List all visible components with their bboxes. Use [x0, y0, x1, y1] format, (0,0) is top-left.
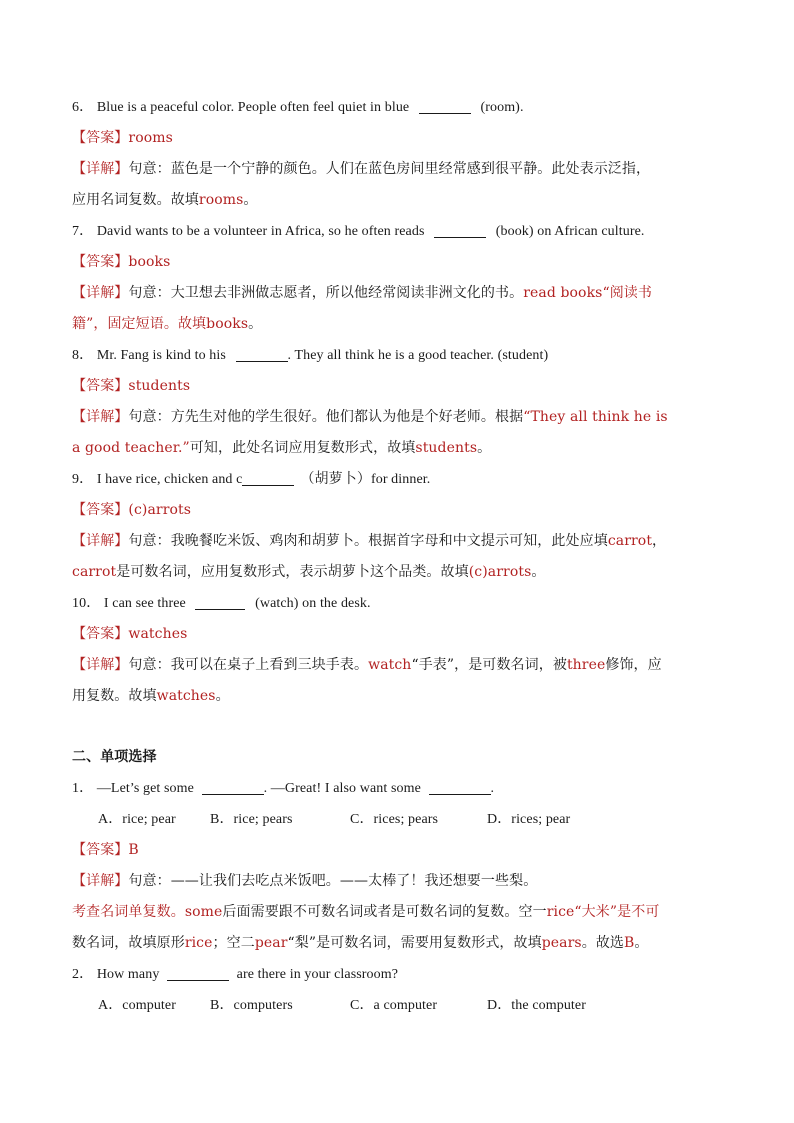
- explanation-7-cont: [72, 309, 732, 340]
- mc-question-1: [72, 773, 732, 804]
- mc-explanation-1: [72, 866, 732, 897]
- explanation-text: 后面需要跟不可数名词或者是可数名词的复数。空一: [222, 904, 547, 920]
- question-6: [72, 92, 732, 123]
- explanation-keyword: pears: [541, 935, 582, 951]
- explanation-10: [72, 650, 732, 681]
- question-text: How many: [96, 967, 160, 982]
- explanation-text: 。: [634, 935, 649, 951]
- explanation-keyword: watch: [368, 657, 412, 673]
- explanation-text: 句意：大卫想去非洲做志愿者，所以他经常阅读非洲文化的书。: [128, 285, 524, 301]
- explanation-text: 句意：方先生对他的学生很好。他们都认为他是个好老师。根据: [128, 409, 524, 425]
- explanation-text: 籍”，固定短语。故填: [72, 316, 207, 332]
- answer-value: students: [128, 378, 191, 394]
- explanation-7: [72, 278, 732, 309]
- answer-blank: [434, 223, 486, 238]
- explanation-keyword: B: [624, 935, 635, 951]
- explanation-text: 可知，此处名词应用复数形式，故填: [189, 440, 416, 456]
- explanation-9: [72, 526, 732, 557]
- explanation-keyword: three: [566, 657, 606, 673]
- option-a[interactable]: A．rice; pear: [98, 812, 176, 827]
- answer-value: B: [128, 842, 139, 858]
- explanation-8: [72, 402, 732, 433]
- question-number: 7．: [72, 224, 94, 239]
- mc-options-2: [72, 990, 732, 1021]
- explanation-9-cont: [72, 557, 732, 588]
- option-b[interactable]: B．computers: [210, 998, 293, 1013]
- answer-label: 【答案】: [72, 842, 129, 858]
- question-hint: (watch) on the desk.: [255, 596, 371, 611]
- explanation-8-cont: [72, 433, 732, 464]
- answer-7: [72, 247, 732, 278]
- explanation-6-cont: [72, 185, 732, 216]
- question-number: 1．: [72, 781, 94, 796]
- answer-10: [72, 619, 732, 650]
- explanation-text: 。: [477, 440, 492, 456]
- answer-6: [72, 123, 732, 154]
- question-number: 6．: [72, 100, 94, 115]
- question-text: I have rice, chicken and c: [96, 472, 243, 487]
- explanation-keyword: rice: [184, 935, 213, 951]
- explanation-text: “手表”，是可数名词，被: [411, 657, 567, 673]
- explanation-keyword: “阅读书: [602, 285, 653, 301]
- question-text: I can see three: [103, 596, 186, 611]
- explanation-text: 应用名词复数。故填: [72, 192, 199, 208]
- explanation-label: 【详解】: [72, 285, 129, 301]
- question-text: Blue is a peaceful color. People often feel quiet in blue: [96, 100, 410, 115]
- explanation-text: 句意：我晚餐吃米饭、鸡肉和胡萝卜。根据首字母和中文提示可知，此处应填: [128, 533, 608, 549]
- question-number: 10．: [72, 596, 101, 611]
- answer-8: [72, 371, 732, 402]
- question-7: [72, 216, 732, 247]
- option-c[interactable]: C．a computer: [350, 998, 438, 1013]
- explanation-keyword: rooms: [198, 192, 244, 208]
- explanation-keyword: watches: [156, 688, 216, 704]
- answer-value: rooms: [128, 130, 173, 146]
- explanation-text: 考查名词单复数。: [72, 904, 185, 920]
- explanation-10-cont: [72, 681, 732, 712]
- answer-blank: [236, 347, 288, 362]
- explanation-keyword: rice: [546, 904, 575, 920]
- answer-blank: [242, 471, 294, 486]
- explanation-label: 【详解】: [72, 161, 129, 177]
- answer-blank: [202, 780, 264, 795]
- explanation-text: 。: [248, 316, 263, 332]
- answer-value: watches: [128, 626, 188, 642]
- answer-label: 【答案】: [72, 130, 129, 146]
- explanation-text: “梨”是可数名词，需要用复数形式，故填: [287, 935, 542, 951]
- section-title: 二、单项选择: [72, 749, 157, 765]
- option-d[interactable]: D．rices; pear: [487, 812, 571, 827]
- mc-question-2: [72, 959, 732, 990]
- explanation-text: 用复数。故填: [72, 688, 157, 704]
- explanation-keyword: carrot: [72, 564, 117, 580]
- question-text: are there in your classroom?: [236, 967, 399, 982]
- explanation-keyword: some: [184, 904, 223, 920]
- explanation-label: 【详解】: [72, 533, 129, 549]
- question-text: —Let’s get some: [96, 781, 194, 796]
- question-hint: . They all think he is a good teacher. (student): [287, 348, 549, 363]
- explanation-label: 【详解】: [72, 657, 129, 673]
- answer-value: books: [128, 254, 171, 270]
- explanation-text: 。故选: [581, 935, 625, 951]
- explanation-keyword: “They all think he is: [523, 409, 668, 425]
- question-number: 2．: [72, 967, 94, 982]
- question-text: David wants to be a volunteer in Africa, so he often reads: [96, 224, 425, 239]
- question-hint: (book) on African culture.: [495, 224, 645, 239]
- option-a[interactable]: A．computer: [98, 998, 176, 1013]
- explanation-text: 句意：蓝色是一个宁静的颜色。人们在蓝色房间里经常感到很平静。此处表示泛指，: [128, 161, 651, 177]
- explanation-text: 。: [531, 564, 546, 580]
- mc-answer-1: [72, 835, 732, 866]
- explanation-text: 是可数名词，应用复数形式，表示胡萝卜这个品类。故填: [116, 564, 469, 580]
- question-number: 9．: [72, 472, 94, 487]
- explanation-text: 句意：——让我们去吃点米饭吧。——太棒了！我还想要一些梨。: [128, 873, 538, 889]
- question-9: [72, 464, 732, 495]
- explanation-label: 【详解】: [72, 873, 129, 889]
- explanation-keyword: students: [415, 440, 478, 456]
- question-number: 8．: [72, 348, 94, 363]
- explanation-label: 【详解】: [72, 409, 129, 425]
- explanation-keyword: carrot: [607, 533, 653, 549]
- explanation-text: 数名词，故填原形: [72, 935, 185, 951]
- answer-label: 【答案】: [72, 254, 129, 270]
- answer-label: 【答案】: [72, 626, 129, 642]
- option-c[interactable]: C．rices; pears: [350, 812, 439, 827]
- answer-9: [72, 495, 732, 526]
- explanation-text: ；空二: [212, 935, 255, 951]
- explanation-keyword: pear: [254, 935, 288, 951]
- answer-value: (c)arrots: [128, 502, 192, 518]
- answer-blank: [167, 966, 229, 981]
- mc-explanation-1-cont: [72, 897, 732, 928]
- explanation-text: 句意：我可以在桌子上看到三块手表。: [128, 657, 369, 673]
- answer-blank: [195, 595, 245, 610]
- explanation-keyword: books: [206, 316, 249, 332]
- document-page: [72, 92, 732, 1021]
- question-text: . —Great! I also want some: [263, 781, 421, 796]
- explanation-keyword: a good teacher.”: [72, 440, 190, 456]
- explanation-keyword: “大米”是不可: [574, 904, 660, 920]
- option-b[interactable]: B．rice; pears: [210, 812, 293, 827]
- question-hint: （胡萝卜）for dinner.: [300, 472, 431, 487]
- explanation-6: [72, 154, 732, 185]
- question-8: [72, 340, 732, 371]
- explanation-text: ，: [652, 533, 667, 549]
- explanation-text: 修饰，应: [605, 657, 662, 673]
- explanation-keyword: (c)arrots: [468, 564, 532, 580]
- answer-blank: [429, 780, 491, 795]
- question-10: [72, 588, 732, 619]
- explanation-text: 。: [243, 192, 258, 208]
- answer-label: 【答案】: [72, 378, 129, 394]
- answer-blank: [419, 99, 471, 114]
- question-hint: (room).: [480, 100, 524, 115]
- question-text: .: [490, 781, 495, 796]
- mc-explanation-1-cont2: [72, 928, 732, 959]
- mc-options-1: [72, 804, 732, 835]
- answer-label: 【答案】: [72, 502, 129, 518]
- explanation-text: 。: [215, 688, 230, 704]
- option-d[interactable]: D．the computer: [487, 998, 586, 1013]
- explanation-keyword: read books: [523, 285, 603, 301]
- question-text: Mr. Fang is kind to his: [96, 348, 226, 363]
